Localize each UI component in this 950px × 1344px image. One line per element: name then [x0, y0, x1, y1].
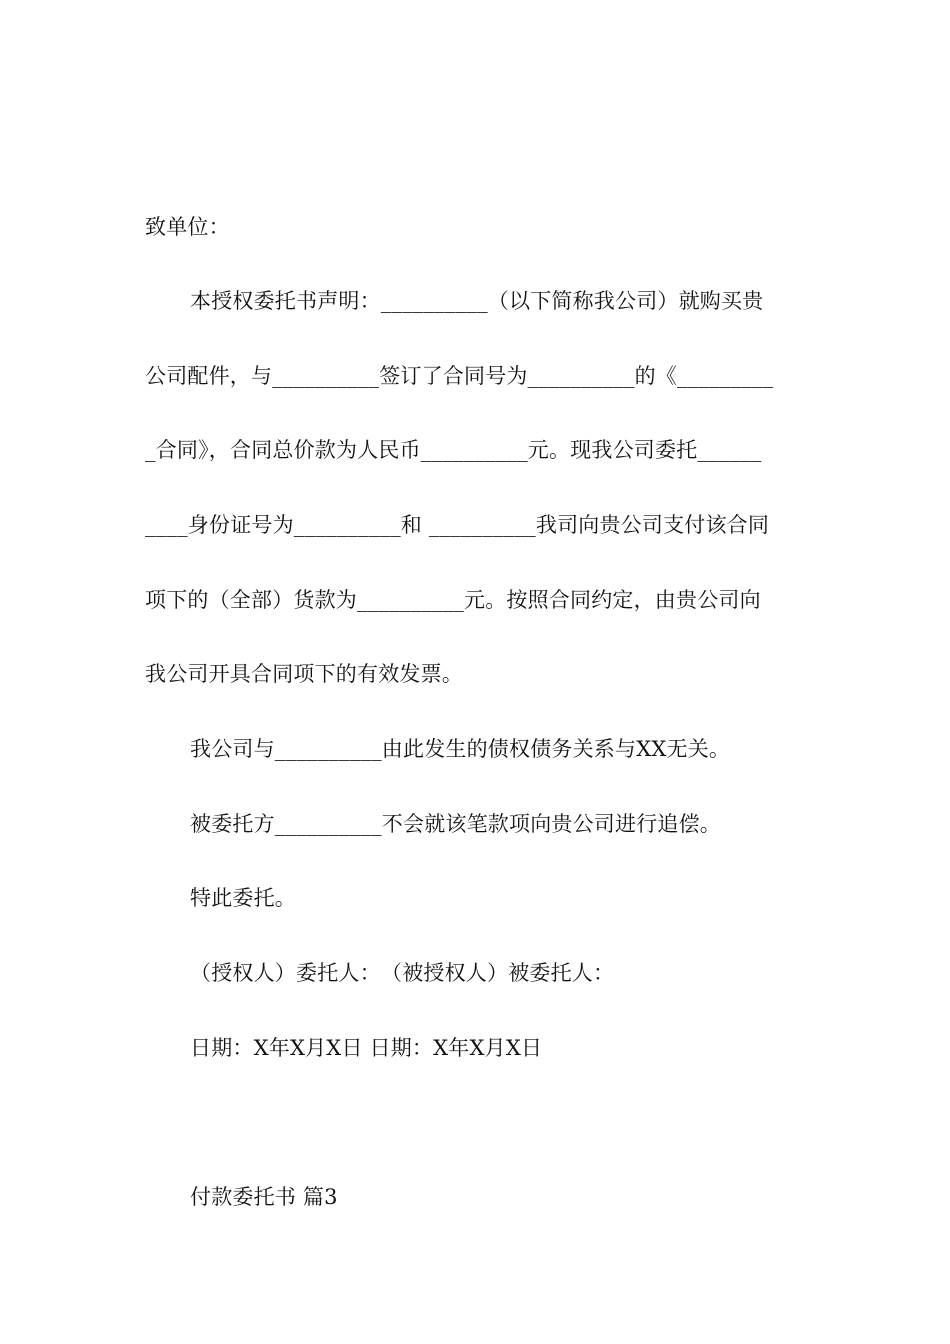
paragraph-line: ____身份证号为__________和 __________我司向贵公司支付该合同 — [145, 513, 770, 537]
paragraph-debt-relation: 我公司与__________由此发生的债权债务关系与XX无关。 — [190, 737, 731, 761]
paragraph-line: 公司配件，与__________签订了合同号为__________的《_________ — [145, 364, 774, 388]
closing-text: 特此委托。 — [190, 886, 296, 910]
paragraph-line: 我公司开具合同项下的有效发票。 — [145, 662, 463, 686]
next-section-title: 付款委托书 篇3 — [190, 1185, 338, 1209]
date-line: 日期：X年X月X日 日期：X年X月X日 — [190, 1036, 543, 1060]
paragraph-line: _合同》，合同总价款为人民币__________元。现我公司委托______ — [145, 438, 762, 462]
paragraph-no-recourse: 被委托方__________不会就该笔款项向贵公司进行追偿。 — [190, 812, 721, 836]
salutation: 致单位： — [145, 215, 230, 239]
paragraph-line: 本授权委托书声明：__________（以下简称我公司）就购买贵 — [190, 289, 764, 313]
paragraph-line: 项下的（全部）货款为__________元。按照合同约定，由贵公司向 — [145, 588, 761, 612]
signature-line: （授权人）委托人： （被授权人）被委托人： — [190, 961, 615, 985]
